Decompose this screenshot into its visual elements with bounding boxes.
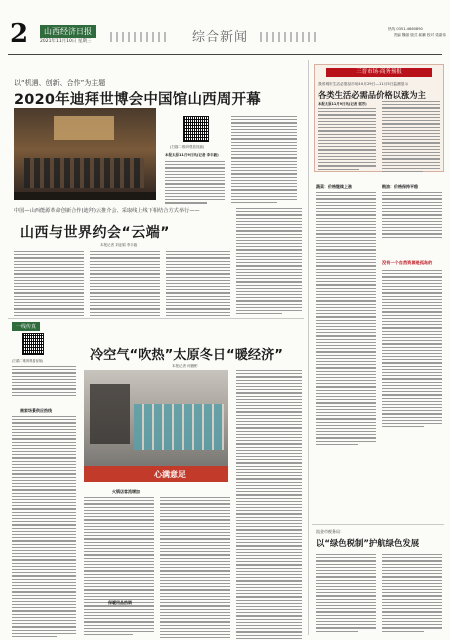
bottom-photo <box>84 370 228 482</box>
main-qr-code[interactable] <box>183 116 209 142</box>
bottom-right-rule <box>312 524 444 525</box>
sidebar-headline: 各类生活必需品价格以涨为主 <box>318 90 426 100</box>
sub-body-col-1 <box>14 251 84 319</box>
masthead <box>0 0 450 54</box>
page-number: 2 <box>10 19 29 49</box>
bottom-right-kicker: 流金市税务局： <box>316 529 344 534</box>
bottom-body-col-1 <box>12 366 76 396</box>
section-title: 综合新闻 <box>192 30 249 45</box>
bottom-headline: 冷空气“吹热”太原冬日“暖经济” <box>90 348 283 363</box>
sub-body-col-2 <box>90 251 160 319</box>
sidebar-byline: 本报太原11月9日讯(记者 郭芳) <box>318 102 367 106</box>
sub-kicker: 中国—山西能源革命创新合作(迪拜)云推介会、采取线上线下相结合方式举行—— <box>14 208 200 214</box>
bottom-byline: 本报记者 何薇彬 <box>172 364 198 368</box>
photo-sign: 心满意足 <box>154 470 186 479</box>
hotline: 热线 0351-4660890 <box>388 27 423 31</box>
bottom-right-col-2 <box>382 554 442 632</box>
sidebar-subhead-2: 粮油：价格保持平稳 <box>382 184 418 189</box>
date-line: 2021年11月10日 星期三 <box>40 39 92 44</box>
bottom-body-col-3 <box>160 497 230 640</box>
main-kicker: 以“机遇、创新、合作”为主题 <box>14 79 106 87</box>
column-tag: 一线传真 <box>12 322 40 331</box>
sidebar-subhead-1: 蔬菜：价格继续上涨 <box>316 184 352 189</box>
sidebar-col-2 <box>382 101 440 172</box>
sidebar-banner: 三晋市场·商务预报 <box>326 68 432 77</box>
bottom-subhead-3: 保暖用品热销 <box>108 600 132 605</box>
editor-line: 责编 魏丽 版式 郝鹏 校对 梁嘉伟 <box>393 33 446 37</box>
bottom-body-col-1b <box>12 416 76 637</box>
sidebar-kicker: 我省城市生活必需品市场10月29日—11月5日监测显示 <box>318 82 409 86</box>
sub-body-col-3 <box>166 251 230 319</box>
sub-byline: 本报记者 刘亚娟 李丰毅 <box>100 243 138 247</box>
masthead-stripes-right <box>260 32 320 42</box>
bottom-right-col-1 <box>316 554 376 632</box>
bottom-subhead-2: 火锅店客流增加 <box>112 489 140 494</box>
bottom-body-col-2 <box>84 497 154 635</box>
paper-name: 山西经济日报 <box>40 25 96 38</box>
sub-body-col-4 <box>236 208 302 314</box>
sidebar-middle-col-2 <box>382 192 442 238</box>
main-body-col-2 <box>231 116 297 203</box>
bottom-qr-code[interactable] <box>22 333 44 355</box>
bottom-body-col-4 <box>236 370 302 640</box>
masthead-stripes <box>110 32 170 42</box>
sidebar-col-1 <box>318 108 376 170</box>
main-qr-caption: (扫描二维码观看视频) <box>170 145 205 149</box>
masthead-rule <box>8 54 442 55</box>
main-body-col-1 <box>165 161 225 204</box>
section-rule <box>8 318 304 319</box>
bottom-subhead-1: 商家场景供应热线 <box>20 408 52 413</box>
main-photo <box>14 108 156 200</box>
bottom-right-headline: 以“绿色税制”护航绿色发展 <box>316 538 420 548</box>
column-divider <box>308 60 309 635</box>
sidebar-middle-col-1 <box>316 192 376 445</box>
main-byline: 本报太原11月9日讯(记者 李丰毅) <box>165 153 219 157</box>
main-headline: 2020年迪拜世博会中国馆山西周开幕 <box>14 92 261 108</box>
bottom-qr-caption: (扫描二维码观看视频) <box>12 359 44 363</box>
sub-headline: 山西与世界约会“云端” <box>20 225 170 241</box>
sidebar-article-title: 没有一个自然资源是孤岛的 <box>382 260 433 265</box>
sidebar-middle-col-3 <box>382 270 442 427</box>
